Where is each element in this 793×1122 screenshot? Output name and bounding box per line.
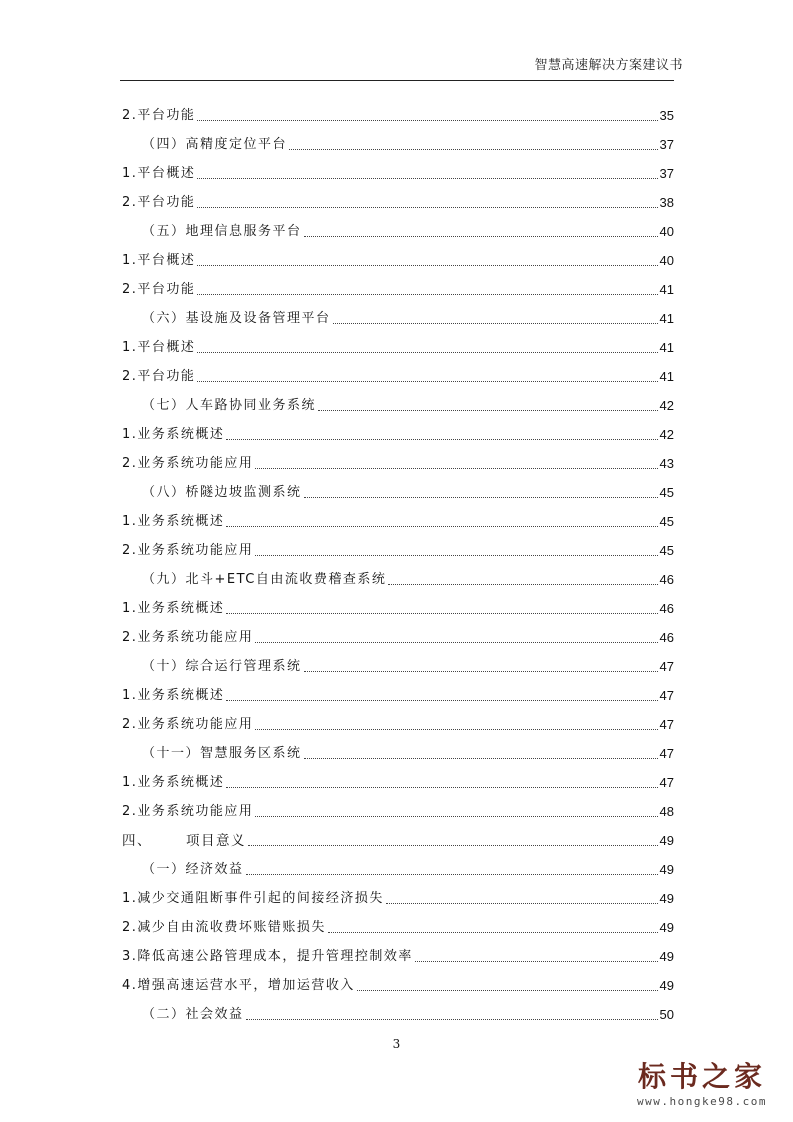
toc-entry-label: 1.平台概述 (122, 166, 196, 181)
table-of-contents (122, 95, 674, 1023)
toc-dot-leader (255, 642, 657, 643)
toc-entry[interactable] (122, 733, 674, 762)
toc-entry-label: 2.平台功能 (122, 369, 196, 384)
toc-entry[interactable] (122, 182, 674, 211)
toc-entry-label: 1.业务系统概述 (122, 601, 225, 616)
toc-entry[interactable] (122, 501, 674, 530)
toc-entry-label: 1.平台概述 (122, 340, 196, 355)
toc-entry[interactable] (122, 385, 674, 414)
toc-page-number: 47 (659, 775, 674, 790)
toc-entry-label: 2.平台功能 (122, 108, 196, 123)
toc-page-number: 49 (659, 833, 674, 848)
toc-page-number: 45 (659, 514, 674, 529)
toc-dot-leader (357, 990, 658, 991)
toc-dot-leader (255, 729, 657, 730)
toc-dot-leader (328, 932, 658, 933)
toc-dot-leader (388, 584, 657, 585)
toc-entry[interactable] (122, 269, 674, 298)
toc-dot-leader (304, 758, 658, 759)
toc-entry-label: 2.业务系统功能应用 (122, 630, 254, 645)
toc-entry-label: 2.业务系统功能应用 (122, 717, 254, 732)
toc-dot-leader (246, 1019, 658, 1020)
toc-entry[interactable] (122, 356, 674, 385)
toc-dot-leader (197, 381, 657, 382)
toc-page-number: 45 (659, 485, 674, 500)
toc-dot-leader (226, 526, 657, 527)
toc-page-number: 47 (659, 717, 674, 732)
toc-dot-leader (197, 352, 657, 353)
toc-page-number: 49 (659, 862, 674, 877)
toc-entry-label: （二）社会效益 (142, 1007, 244, 1022)
toc-entry-label: （五）地理信息服务平台 (142, 224, 302, 239)
toc-dot-leader (197, 120, 657, 121)
toc-entry[interactable] (122, 907, 674, 936)
toc-entry[interactable] (122, 646, 674, 675)
toc-dot-leader (255, 816, 657, 817)
toc-page-number: 37 (659, 166, 674, 181)
toc-chapter-number: 四、 (122, 833, 152, 849)
toc-dot-leader (289, 149, 658, 150)
toc-entry-label: （六）基设施及设备管理平台 (142, 311, 331, 326)
toc-dot-leader (255, 555, 657, 556)
toc-dot-leader (226, 787, 657, 788)
page-number: 3 (392, 1037, 401, 1051)
toc-entry[interactable] (122, 530, 674, 559)
toc-entry-label: （七）人车路协同业务系统 (142, 398, 317, 413)
toc-entry[interactable] (122, 327, 674, 356)
toc-entry[interactable] (122, 443, 674, 472)
toc-entry-label: （十）综合运行管理系统 (142, 659, 302, 674)
toc-page-number: 47 (659, 659, 674, 674)
toc-entry[interactable] (122, 559, 674, 588)
toc-page-number: 50 (659, 1007, 674, 1022)
toc-entry[interactable] (122, 153, 674, 182)
toc-entry-label: （九）北斗+ETC自由流收费稽查系统 (142, 572, 387, 587)
toc-entry-label: 1.业务系统概述 (122, 427, 225, 442)
toc-dot-leader (304, 236, 658, 237)
toc-page-number: 49 (659, 891, 674, 906)
watermark (627, 1061, 777, 1108)
toc-page-number: 46 (659, 630, 674, 645)
toc-page-number: 42 (659, 427, 674, 442)
toc-entry-label: 1.平台概述 (122, 253, 196, 268)
toc-dot-leader (197, 294, 657, 295)
toc-page-number: 41 (659, 369, 674, 384)
toc-entry[interactable] (122, 675, 674, 704)
toc-entry-label: （四）高精度定位平台 (142, 137, 288, 152)
toc-entry[interactable] (122, 936, 674, 965)
toc-page-number: 37 (659, 137, 674, 152)
toc-entry[interactable] (122, 791, 674, 820)
watermark-brand: 标书之家 (637, 1060, 766, 1093)
header-divider (120, 80, 674, 81)
toc-page-number: 49 (659, 920, 674, 935)
page-header-title: 智慧高速解决方案建议书 (534, 58, 683, 73)
toc-dot-leader (248, 845, 658, 846)
toc-entry[interactable] (122, 95, 674, 124)
toc-page-number: 49 (659, 978, 674, 993)
toc-page-number: 47 (659, 746, 674, 761)
toc-entry-label: 3.降低高速公路管理成本，提升管理控制效率 (122, 949, 413, 964)
toc-entry-label: 2.业务系统功能应用 (122, 804, 254, 819)
toc-page-number: 40 (659, 224, 674, 239)
toc-entry-label: 2.平台功能 (122, 282, 196, 297)
toc-chapter-title: 项目意义 (186, 833, 246, 849)
toc-dot-leader (197, 207, 657, 208)
toc-entry[interactable] (122, 298, 674, 327)
toc-entry[interactable] (122, 414, 674, 443)
toc-entry[interactable] (122, 588, 674, 617)
toc-entry[interactable] (122, 211, 674, 240)
toc-dot-leader (304, 671, 658, 672)
toc-entry-label: （八）桥隧边坡监测系统 (142, 485, 302, 500)
toc-entry-label: 1.业务系统概述 (122, 688, 225, 703)
toc-entry[interactable] (122, 762, 674, 791)
toc-page-number: 49 (659, 949, 674, 964)
toc-entry[interactable] (122, 240, 674, 269)
toc-page-number: 46 (659, 601, 674, 616)
toc-page-number: 46 (659, 572, 674, 587)
toc-dot-leader (304, 497, 658, 498)
toc-entry[interactable] (122, 124, 674, 153)
toc-dot-leader (333, 323, 658, 324)
toc-entry[interactable] (122, 617, 674, 646)
toc-dot-leader (197, 178, 657, 179)
toc-entry-label: （十一）智慧服务区系统 (142, 746, 302, 761)
toc-entry-label: 1.业务系统概述 (122, 775, 225, 790)
toc-page-number: 35 (659, 108, 674, 123)
toc-entry[interactable] (122, 849, 674, 878)
toc-entry[interactable] (122, 704, 674, 733)
toc-dot-leader (246, 874, 658, 875)
toc-dot-leader (226, 613, 657, 614)
toc-entry-label (122, 833, 246, 849)
toc-entry[interactable] (122, 878, 674, 907)
toc-entry[interactable] (122, 965, 674, 994)
toc-dot-leader (255, 468, 657, 469)
toc-entry[interactable] (122, 994, 674, 1023)
toc-entry-label: 1.业务系统概述 (122, 514, 225, 529)
toc-page-number: 40 (659, 253, 674, 268)
toc-entry-label: 2.业务系统功能应用 (122, 543, 254, 558)
toc-page-number: 42 (659, 398, 674, 413)
toc-entry-label: 2.减少自由流收费坏账错账损失 (122, 920, 326, 935)
toc-page-number: 41 (659, 282, 674, 297)
toc-page-number: 38 (659, 195, 674, 210)
toc-entry-label: 4.增强高速运营水平，增加运营收入 (122, 978, 355, 993)
watermark-url: www.hongke98.com (637, 1095, 767, 1108)
toc-dot-leader (415, 961, 658, 962)
toc-dot-leader (386, 903, 658, 904)
toc-entry[interactable] (122, 820, 674, 849)
toc-dot-leader (226, 700, 657, 701)
toc-dot-leader (197, 265, 657, 266)
toc-dot-leader (226, 439, 657, 440)
toc-page-number: 43 (659, 456, 674, 471)
toc-entry-label: （一）经济效益 (142, 862, 244, 877)
toc-entry-label: 2.业务系统功能应用 (122, 456, 254, 471)
toc-dot-leader (318, 410, 658, 411)
toc-entry-label: 2.平台功能 (122, 195, 196, 210)
toc-page-number: 41 (659, 340, 674, 355)
toc-page-number: 41 (659, 311, 674, 326)
toc-page-number: 45 (659, 543, 674, 558)
toc-page-number: 48 (659, 804, 674, 819)
toc-entry[interactable] (122, 472, 674, 501)
toc-entry-label: 1.减少交通阻断事件引起的间接经济损失 (122, 891, 384, 906)
toc-page-number: 47 (659, 688, 674, 703)
